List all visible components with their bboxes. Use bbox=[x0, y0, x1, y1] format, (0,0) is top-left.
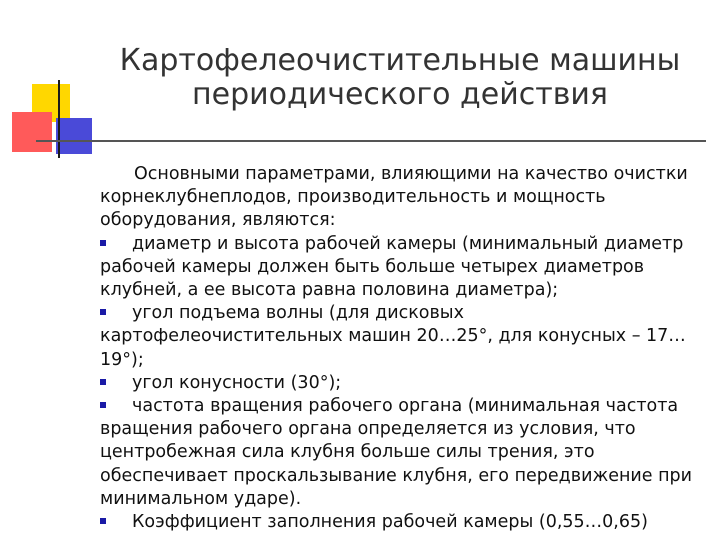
list-item bbox=[100, 302, 700, 372]
intro-paragraph: Основными параметрами, влияющими на качество очистки корнеклубнеплодов, производительность и мощность оборудования, являются: bbox=[100, 164, 688, 231]
list-item-text: угол подъема волны (для дисковых картофелеочистительных машин 20…25°, для конусных – 17…19°); bbox=[100, 303, 686, 370]
list-item-text: диаметр и высота рабочей камеры (минимальный диаметр рабочей камеры должен быть больше четырех диаметров клубней, а ее высота равна половина диаметра); bbox=[100, 233, 684, 301]
list-item bbox=[100, 395, 700, 511]
title-divider bbox=[36, 140, 706, 142]
blue-square-decoration bbox=[56, 118, 92, 154]
list-item-text: Коэффициент заполнения рабочей камеры (0,55…0,65) bbox=[132, 512, 648, 533]
list-item bbox=[100, 372, 700, 395]
list-item bbox=[100, 233, 700, 303]
list-item bbox=[100, 511, 700, 534]
list-item-text: частота вращения рабочего органа (минимальная частота вращения рабочего органа определяется из условия, что центробежная сила клубня больше силы трения, это обеспечивает проскальзывание клубня, его передвижение при минимальном ударе). bbox=[100, 396, 693, 509]
bullet-square-icon bbox=[100, 379, 106, 385]
slide-body bbox=[100, 163, 700, 534]
title-line-2: периодического действия bbox=[192, 77, 608, 112]
vertical-rule bbox=[58, 80, 60, 158]
bullet-square-icon bbox=[100, 518, 106, 524]
red-square-decoration bbox=[12, 112, 52, 152]
slide-title bbox=[100, 44, 700, 112]
bullet-square-icon bbox=[100, 240, 106, 246]
title-line-1: Картофелеочистительные машины bbox=[119, 43, 681, 78]
bullet-square-icon bbox=[100, 309, 106, 315]
list-item-text: угол конусности (30°); bbox=[132, 372, 342, 393]
bullet-square-icon bbox=[100, 402, 106, 408]
